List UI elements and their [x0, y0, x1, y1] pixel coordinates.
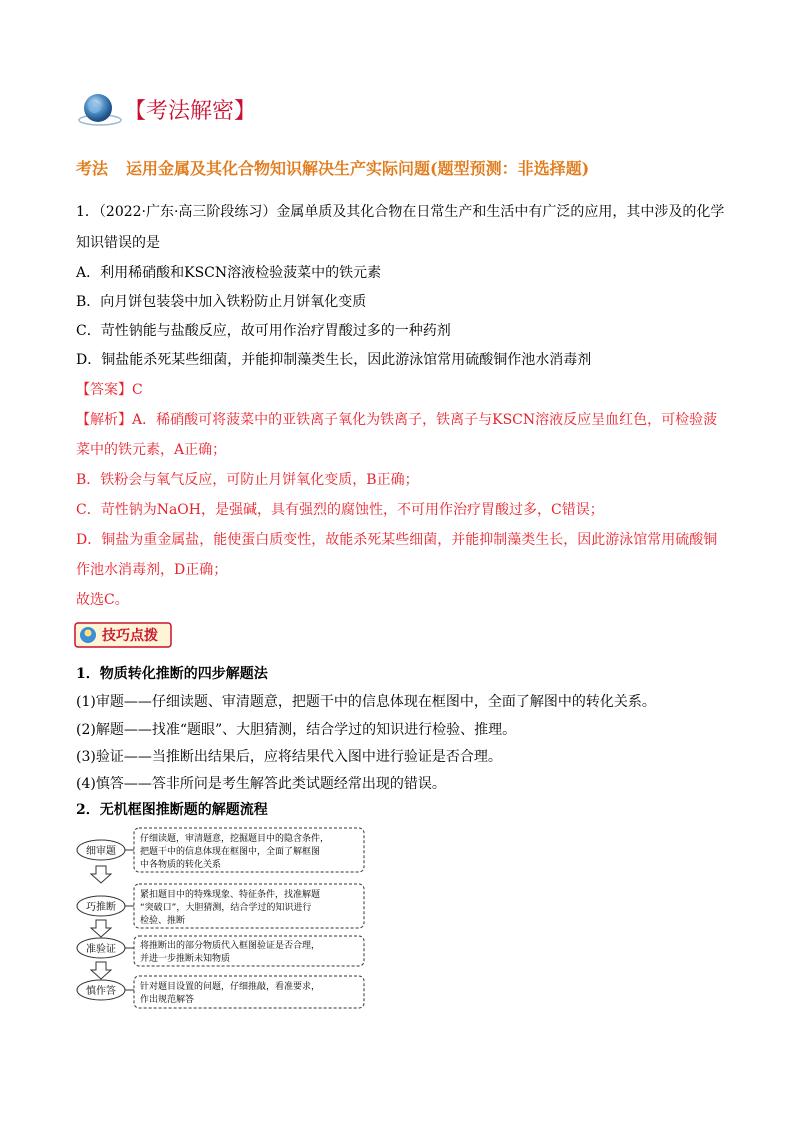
tips-badge-label: 技巧点拨 [102, 628, 158, 644]
flow-note-1-line1: 仔细读题，审清题意，挖掘题目中的隐含条件， [140, 834, 330, 844]
flow-node-2-label: 巧推断 [86, 902, 116, 913]
flow-note-2-line2: “突破口”，大胆猜测，结合学过的知识进行 [140, 903, 312, 913]
flow-arrow-1 [91, 866, 111, 883]
analysis-line2: 菜中的铁元素，A正确； [76, 442, 227, 458]
flow-node-3-label: 准验证 [86, 944, 116, 955]
tips-step-4: (4)慎答——答非所问是考生解答此类试题经常出现的错误。 [76, 776, 446, 792]
tips-heading2: 2．无机框图推断题的解题流程 [76, 802, 268, 818]
flow-note-1-line3: 中各物质的转化关系 [140, 860, 222, 870]
analysis-d1: D．铜盐为重金属盐，能使蛋白质变性，故能杀死某些细菌，并能抑制藻类生长，因此游泳馆常用硫酸铜 [76, 532, 718, 548]
flowchart [74, 826, 374, 1012]
analysis-c: C．苛性钠为NaOH，是强碱，具有强烈的腐蚀性，不可用作治疗胃酸过多，C错误； [76, 502, 604, 518]
globe-icon [78, 90, 122, 130]
analysis-d2: 作池水消毒剂，D正确； [76, 562, 228, 578]
flow-note-1-line2: 把题干中的信息体现在框图中，全面了解框图 [140, 847, 321, 857]
flow-note-2-line1: 紧扣题目中的特殊现象、特征条件，找准解题 [140, 890, 321, 900]
flow-arrow-3 [91, 962, 111, 979]
tips-step-1: (1)审题——仔细读题、审清题意，把题干中的信息体现在框图中，全面了解图中的转化关系。 [76, 694, 656, 710]
flow-note-4-line1: 针对题目设置的问题，仔细推敲，看准要求， [140, 982, 321, 992]
tips-badge [74, 622, 172, 648]
banner-title: 【考法解密】 [124, 99, 257, 124]
flow-arrow-2 [91, 920, 111, 937]
question-stem-line2: 知识错误的是 [76, 235, 160, 251]
tips-heading1: 1．物质转化推断的四步解题法 [76, 666, 268, 682]
tips-step-2: (2)解题——找准“题眼”、大胆猜测，结合学过的知识进行检验、推理。 [76, 722, 517, 738]
kaofa-label: 考法 [76, 159, 109, 178]
answer-label: 【答案】C [76, 382, 143, 398]
analysis-line1: 【解析】A．稀硝酸可将菠菜中的亚铁离子氧化为铁离子，铁离子与KSCN溶液反应呈血红色，可检验菠 [76, 412, 718, 428]
flow-note-3-line2: 并进一步推断未知物质 [140, 954, 231, 964]
analysis-conclusion: 故选C。 [76, 592, 129, 608]
flow-note-3-line1: 将推断出的部分物质代入框图验证是否合理， [140, 941, 321, 951]
option-a: A．利用稀硝酸和KSCN溶液检验菠菜中的铁元素 [76, 265, 382, 281]
question-stem-line1: 1．（2022·广东·高三阶段练习）金属单质及其化合物在日常生产和生活中有广泛的应用，其中涉及的化学 [76, 204, 725, 220]
tips-step-3: (3)验证——当推断出结果后，应将结果代入图中进行验证是否合理。 [76, 749, 502, 765]
flow-node-1-label: 细审题 [86, 846, 116, 857]
analysis-b: B．铁粉会与氧气反应，可防止月饼氧化变质，B正确； [76, 472, 419, 488]
flow-note-2-line3: 检验、推断 [140, 916, 186, 926]
option-c: C．苛性钠能与盐酸反应，故可用作治疗胃酸过多的一种药剂 [76, 323, 451, 339]
kaofa-heading [76, 156, 589, 179]
option-b: B．向月饼包装袋中加入铁粉防止月饼氧化变质 [76, 294, 367, 310]
flow-node-4-label: 慎作答 [86, 986, 116, 997]
kaofa-title: 运用金属及其化合物知识解决生产实际问题(题型预测：非选择题) [126, 159, 590, 178]
option-d: D．铜盐能杀死某些细菌，并能抑制藻类生长，因此游泳馆常用硫酸铜作池水消毒剂 [76, 352, 592, 368]
flow-note-4-line2: 作出规范解答 [140, 995, 195, 1005]
